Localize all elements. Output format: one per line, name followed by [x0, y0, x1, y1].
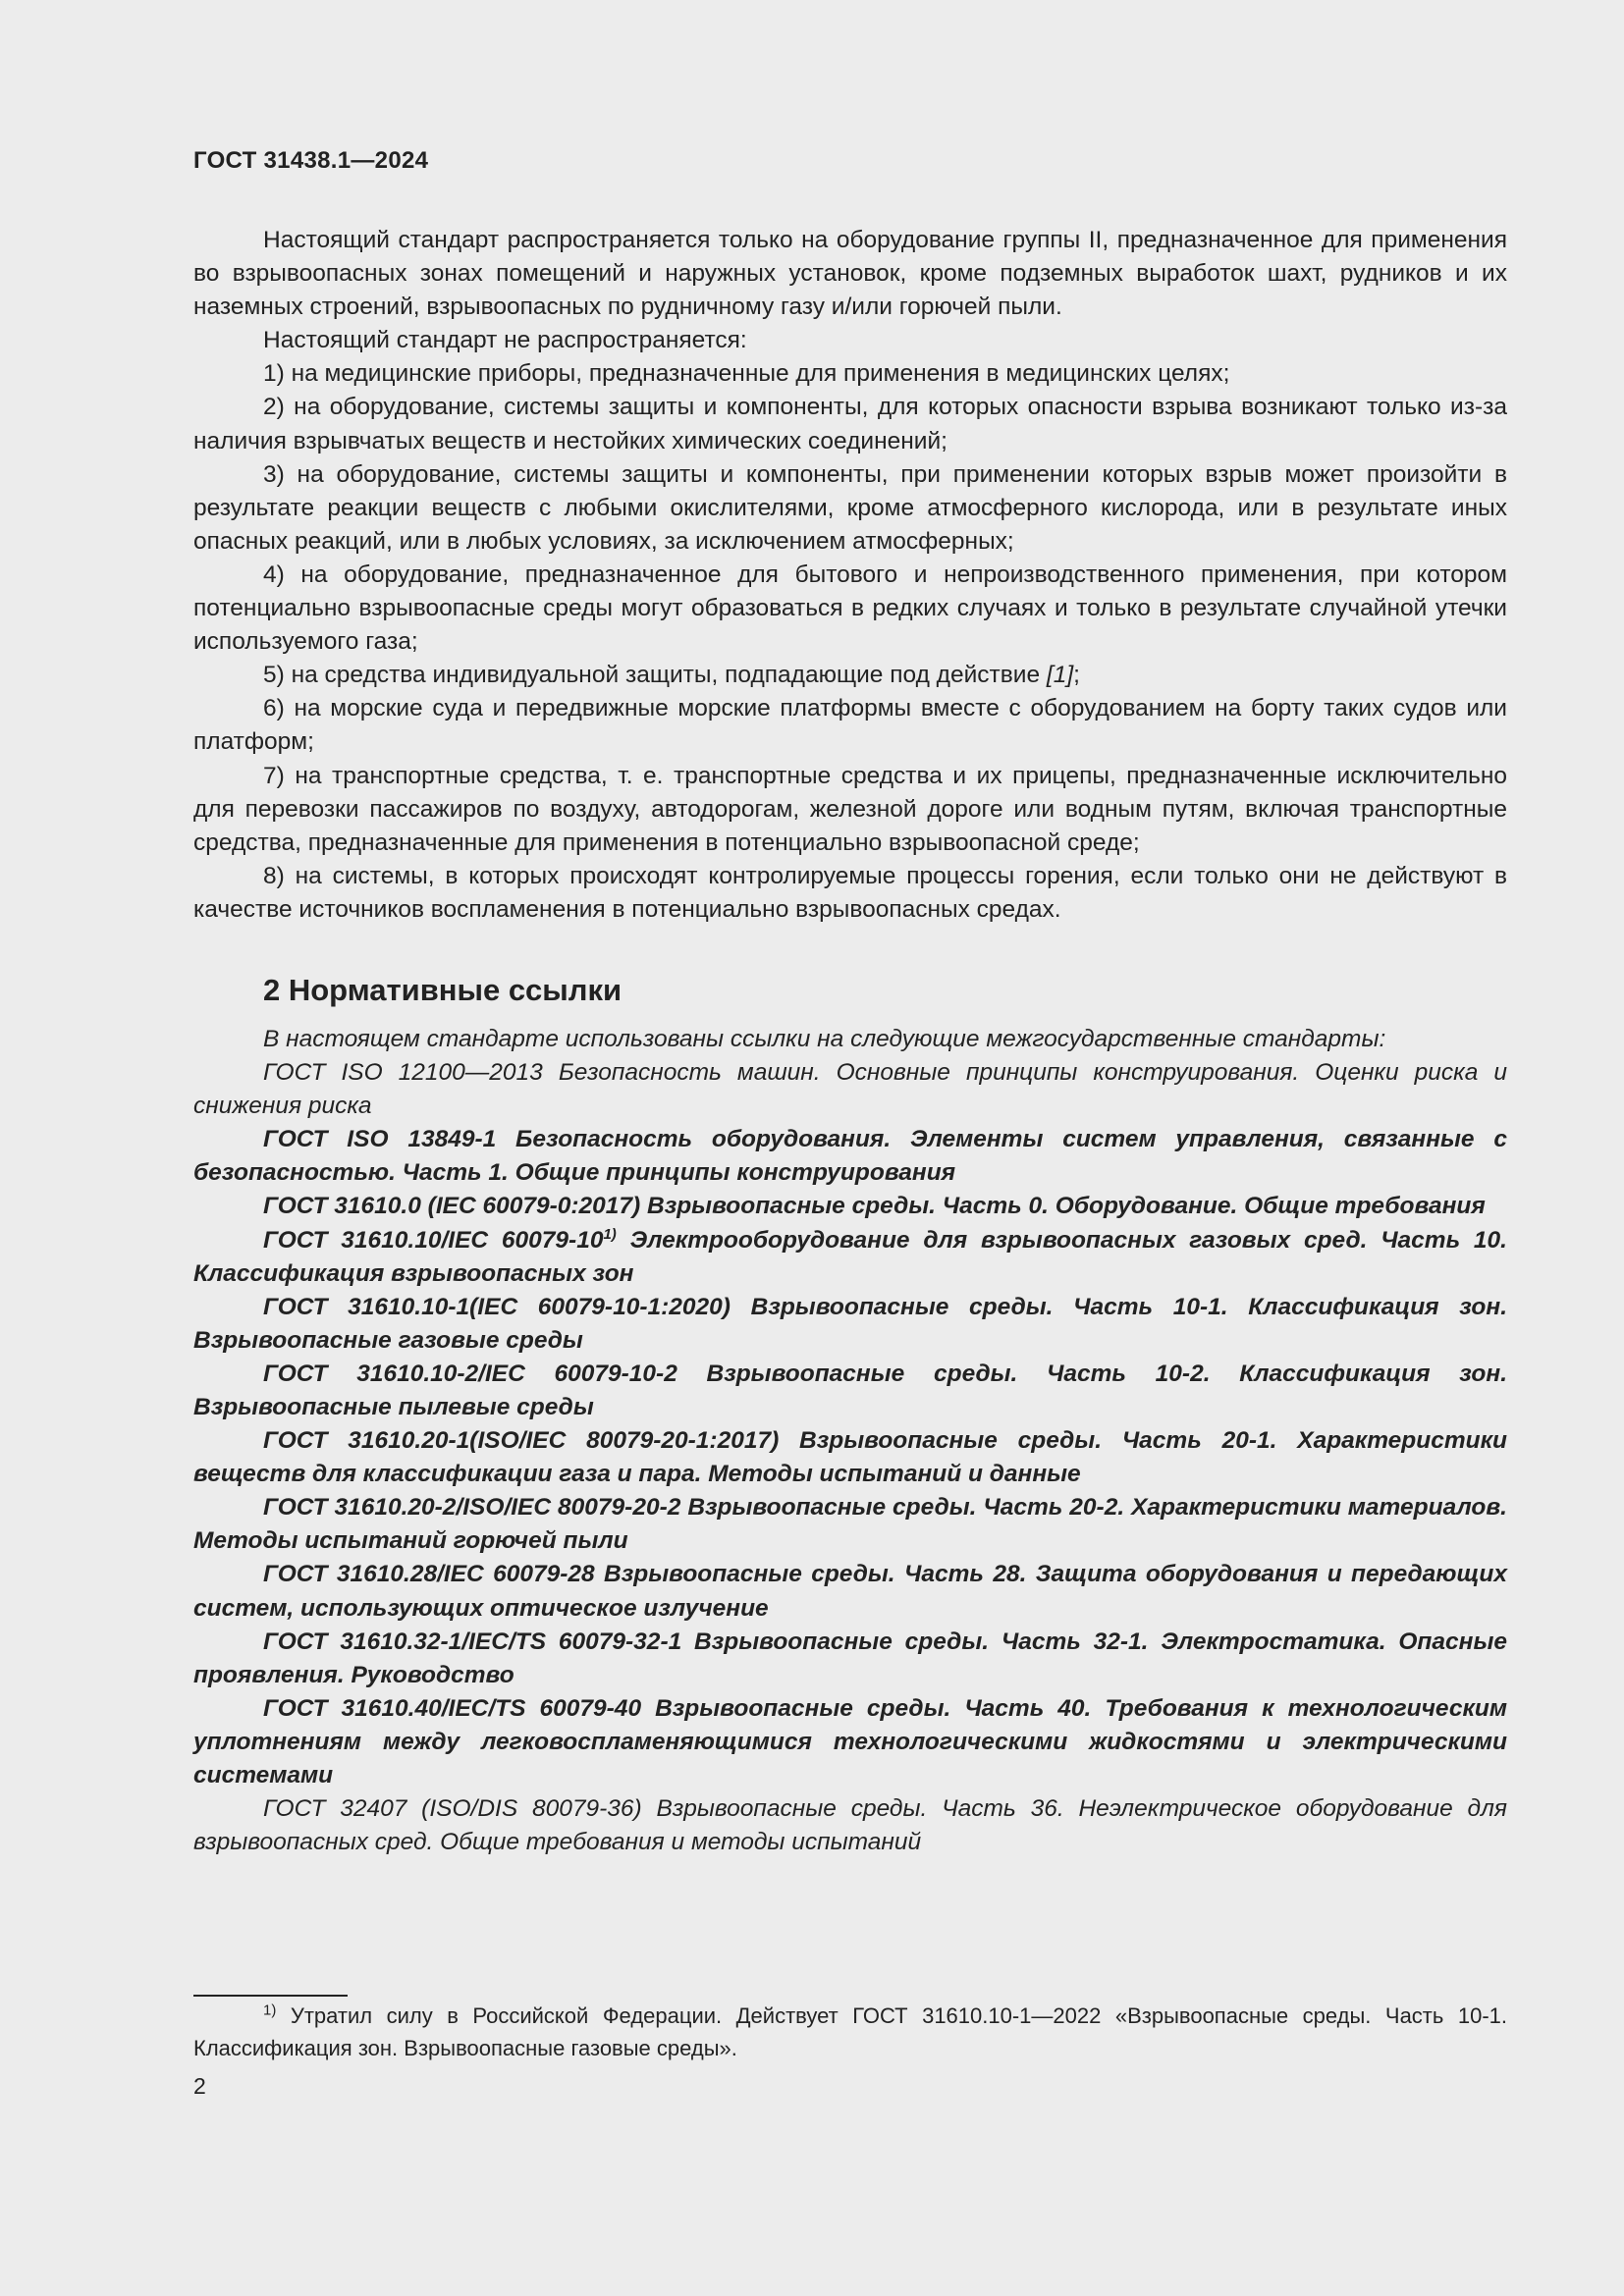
exclusion-item: 1) на медицинские приборы, предназначенные для применения в медицинских целях;: [263, 360, 1230, 388]
reference-item: ГОСТ 31610.32-1/IEC/TS 60079-32-1 Взрывоопасные среды. Часть 32-1. Электростатика. Опасные проявления. Руководство: [193, 1628, 1507, 1688]
reference-item: ГОСТ ISO 12100—2013 Безопасность машин. Основные принципы конструирования. Оценки риска и снижения риска: [193, 1059, 1507, 1120]
exclusion-item: 7) на транспортные средства, т. е. транспортные средства и их прицепы, предназначенные исключительно для перевозки пассажиров по воздуху, автодорогам, железной дороге или водным путям, включая транспортные средства, предназначенные для применения в потенциально взрывоопасной среде;: [193, 762, 1507, 856]
footnote-separator: [193, 1995, 348, 1997]
reference-title: Электрооборудование для взрывоопасных газовых сред. Часть 10. Классификация взрывоопасных зон: [193, 1226, 1507, 1287]
section-title: 2 Нормативные ссылки: [263, 972, 623, 1007]
footnote-text: Утратил силу в Российской Федерации. Действует ГОСТ 31610.10-1—2022 «Взрывоопасные среды. Часть 10-1. Классификация зон. Взрывоопасные газовые среды».: [193, 2003, 1507, 2060]
footnote: [193, 2000, 1507, 2064]
reference-item: ГОСТ ISO 13849-1 Безопасность оборудования. Элементы систем управления, связанные с безопасностью. Часть 1. Общие принципы конструирования: [193, 1126, 1507, 1187]
page-body: [193, 224, 1507, 1859]
exclusion-item-end: ;: [1073, 662, 1080, 689]
reference-item: ГОСТ 31610.10-1(IEC 60079-10-1:2020) Взрывоопасные среды. Часть 10-1. Классификация зон. Взрывоопасные газовые среды: [193, 1293, 1507, 1354]
exclusion-item-text: 5) на средства индивидуальной защиты, подпадающие под действие: [263, 662, 1047, 689]
bibliography-reference: [1]: [1046, 662, 1074, 689]
exclusion-item: 2) на оборудование, системы защиты и компоненты, для которых опасности взрыва возникают только из-за наличия взрывчатых веществ и нестойких химических соединений;: [193, 394, 1507, 454]
reference-code: ГОСТ 31610.10/IEC 60079-10: [263, 1226, 604, 1254]
reference-item: ГОСТ 31610.0 (IEC 60079-0:2017) Взрывоопасные среды. Часть 0. Оборудование. Общие требования: [263, 1193, 1486, 1220]
reference-item: ГОСТ 32407 (ISO/DIS 80079-36) Взрывоопасные среды. Часть 36. Неэлектрическое оборудование для взрывоопасных сред. Общие требования и методы испытаний: [193, 1795, 1507, 1856]
exclusion-item: 3) на оборудование, системы защиты и компоненты, при применении которых взрыв может произойти в результате реакции веществ с любыми окислителями, кроме атмосферного кислорода, или в результате иных опасных реакций, или в любых условиях, за исключением атмосферных;: [193, 460, 1507, 555]
footnote-paragraph: [193, 2000, 1507, 2064]
page-number: 2: [193, 2073, 206, 2099]
exclusion-item: 6) на морские суда и передвижные морские платформы вместе с оборудованием на борту таких судов или платформ;: [193, 695, 1507, 756]
exclusion-item: 8) на системы, в которых происходят контролируемые процессы горения, если только они не действуют в качестве источников воспламенения в потенциально взрывоопасных средах.: [193, 862, 1507, 923]
document-header: ГОСТ 31438.1—2024: [193, 147, 429, 174]
exclusion-item: [193, 659, 1507, 692]
scope-paragraph: Настоящий стандарт распространяется только на оборудование группы II, предназначенное для применения во взрывоопасных зонах помещений и наружных установок, кроме подземных выработок шахт, рудников и их наземных строений, взрывоопасных по рудничному газу и/или горючей пыли.: [193, 227, 1507, 321]
reference-item: ГОСТ 31610.20-2/ISO/IEC 80079-20-2 Взрывоопасные среды. Часть 20-2. Характеристики материалов. Методы испытаний горючей пыли: [193, 1494, 1507, 1555]
footnote-marker: 1): [263, 2002, 277, 2019]
reference-item: [193, 1224, 1507, 1291]
exclusion-item: 4) на оборудование, предназначенное для бытового и непроизводственного применения, при котором потенциально взрывоопасные среды могут образоваться в редких случаях и только в результате случайной утечки используемого газа;: [193, 561, 1507, 656]
reference-item: ГОСТ 31610.20-1(ISO/IEC 80079-20-1:2017) Взрывоопасные среды. Часть 20-1. Характеристики веществ для классификации газа и пара. Методы испытаний и данные: [193, 1427, 1507, 1488]
reference-item: ГОСТ 31610.40/IEC/TS 60079-40 Взрывоопасные среды. Часть 40. Требования к технологическим уплотнениям между легковоспламеняющимися технологическими жидкостями и электрическими системами: [193, 1694, 1507, 1789]
references-intro: В настоящем стандарте использованы ссылки на следующие межгосударственные стандарты:: [263, 1025, 1386, 1052]
reference-item: ГОСТ 31610.28/IEC 60079-28 Взрывоопасные среды. Часть 28. Защита оборудования и передающих систем, использующих оптическое излучение: [193, 1561, 1507, 1622]
footnote-marker: 1): [603, 1225, 617, 1243]
reference-item: ГОСТ 31610.10-2/IEC 60079-10-2 Взрывоопасные среды. Часть 10-2. Классификация зон. Взрывоопасные пылевые среды: [193, 1360, 1507, 1420]
scope-exclusions-intro: Настоящий стандарт не распространяется:: [263, 327, 747, 354]
